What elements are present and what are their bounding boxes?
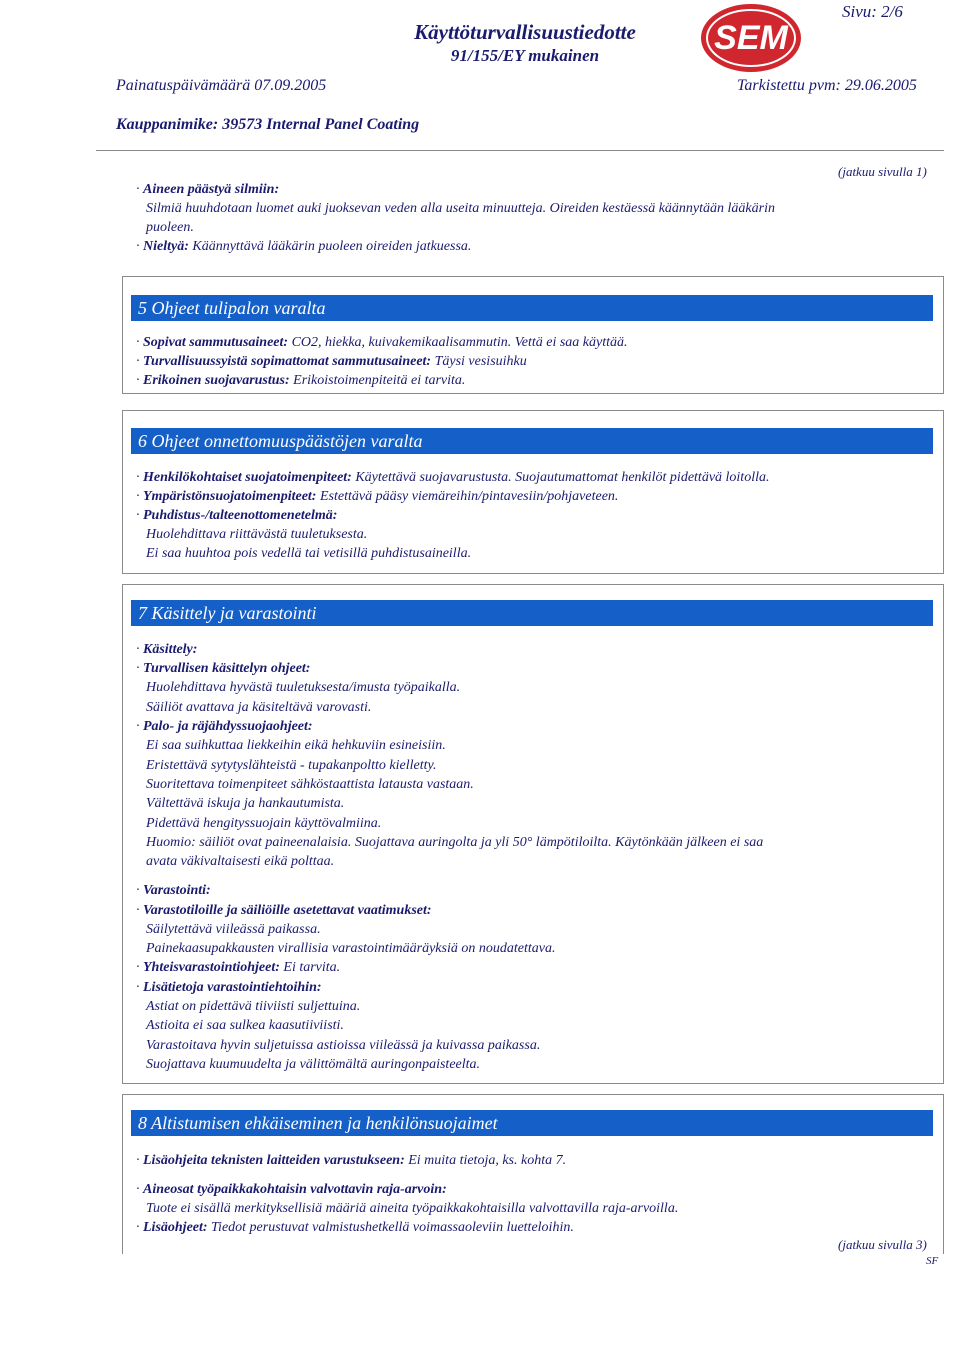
s5-line-1: · Sopivat sammutusaineet: CO2, hiekka, kuivakemikaalisammutin. Vettä ei saa käyttää. <box>136 335 628 350</box>
sem-logo <box>699 2 803 74</box>
checked-date: Tarkistettu pvm: 29.06.2005 <box>737 77 917 94</box>
s6-line-2: · Ympäristönsuojatoimenpiteet: Estettävä pääsy viemäreihin/pintavesiin/pohjaveteen. <box>136 489 619 504</box>
s6-line-3-text-1: Huolehdittava riittävästä tuuletuksesta. <box>146 527 368 542</box>
s7-fire-1: Ei saa suihkuttaa liekkeihin eikä hehkuviin esineisiin. <box>146 738 446 753</box>
s7-joint: · Yhteisvarastointiohjeet: Ei tarvita. <box>136 960 341 975</box>
s8-line-3: · Lisäohjeet: Tiedot perustuvat valmistushetkellä voimassaoleviin luetteloihin. <box>136 1220 574 1235</box>
eye-contact-text-1: Silmiä huuhdotaan luomet auki juoksevan veden alla useita minuutteja. Oireiden kestäessä käännytään lääkärin <box>146 201 775 216</box>
s8-line-2-text: Tuote ei sisällä merkityksellisiä määriä aineita työpaikkakohtaisilla valvottavilla raja-arvoilla. <box>146 1201 679 1216</box>
s7-fire-7: avata väkivaltaisesti eikä polttaa. <box>146 854 335 869</box>
s7-more-1: Astiat on pidettävä tiiviisti suljettuina. <box>146 999 361 1014</box>
s7-safe-2: Säiliöt avattava ja käsiteltävä varovasti. <box>146 700 372 715</box>
s7-fire-6: Huomio: säiliöt ovat paineenalaisia. Suojattava auringolta ja yli 50° lämpötiloilta. Käytönkään jälkeen ei saa <box>146 835 764 850</box>
s7-req-label: · Varastotiloille ja säiliöille asetettavat vaatimukset: <box>136 903 432 918</box>
section-7-title: 7 Käsittely ja varastointi <box>131 600 933 626</box>
header-divider <box>96 150 944 151</box>
s6-line-3-text-2: Ei saa huuhtoa pois vedellä tai vetisillä puhdistusaineilla. <box>146 546 472 561</box>
document-title: Käyttöturvallisuustiedotte <box>414 20 636 44</box>
s8-line-2: · Aineosat työpaikkakohtaisin valvottavin raja-arvoin: <box>136 1182 447 1197</box>
s7-safe-label: · Turvallisen käsittelyn ohjeet: <box>136 661 311 676</box>
s5-line-2: · Turvallisuussyistä sopimattomat sammutusaineet: Täysi vesisuihku <box>136 354 527 369</box>
s6-line-3: · Puhdistus-/talteenottomenetelmä: <box>136 508 338 523</box>
s8-line-1: · Lisäohjeita teknisten laitteiden varustukseen: Ei muita tietoja, ks. kohta 7. <box>136 1153 567 1168</box>
s7-req-1: Säilytettävä viileässä paikassa. <box>146 922 321 937</box>
s7-fire-4: Vältettävä iskuja ja hankautumista. <box>146 796 345 811</box>
continued-from: (jatkuu sivulla 1) <box>838 164 927 179</box>
s7-more-2: Astioita ei saa sulkea kaasutiiviisti. <box>146 1018 344 1033</box>
logo-text: SEM <box>714 19 788 57</box>
language-code: SF <box>926 1255 939 1267</box>
trade-name: Kauppanimike: 39573 Internal Panel Coating <box>116 116 420 133</box>
eye-contact-text-2: puoleen. <box>146 220 194 235</box>
s5-line-3: · Erikoinen suojavarustus: Erikoistoimenpiteitä ei tarvita. <box>136 373 466 388</box>
page-number: Sivu: 2/6 <box>842 2 903 21</box>
s7-fire-5: Pidettävä hengityssuojain käyttövalmiina. <box>146 816 382 831</box>
s7-more-4: Suojattava kuumuudelta ja välittömältä auringonpaisteelta. <box>146 1057 481 1072</box>
s7-more-3: Varastoitava hyvin suljetuissa astioissa viileässä ja kuivassa paikassa. <box>146 1038 541 1053</box>
section-8-title: 8 Altistumisen ehkäiseminen ja henkilönsuojaimet <box>131 1110 933 1136</box>
eye-contact-label: · Aineen päästyä silmiin: <box>136 182 280 197</box>
s7-req-2: Painekaasupakkausten virallisia varastointimääräyksiä on noudatettava. <box>146 941 556 956</box>
s6-line-1: · Henkilökohtaiset suojatoimenpiteet: Käytettävä suojavarustusta. Suojautumattomat henkilöt pidettävä loitolla. <box>136 470 770 485</box>
continued-to: (jatkuu sivulla 3) <box>838 1237 927 1252</box>
section-5-title: 5 Ohjeet tulipalon varalta <box>131 295 933 321</box>
document-subtitle: 91/155/EY mukainen <box>450 46 600 65</box>
print-date: Painatuspäivämäärä 07.09.2005 <box>116 77 327 94</box>
s7-fire-2: Eristettävä sytytyslähteistä - tupakanpoltto kielletty. <box>146 758 437 773</box>
s7-fire-3: Suoritettava toimenpiteet sähköstaattista latausta vastaan. <box>146 777 474 792</box>
s7-fire-label: · Palo- ja räjähdyssuojaohjeet: <box>136 719 313 734</box>
s7-storage: · Varastointi: <box>136 883 211 898</box>
swallow-line: · Nieltyä: Käännyttävä lääkärin puoleen oireiden jatkuessa. <box>136 239 472 254</box>
section-6-title: 6 Ohjeet onnettomuuspäästöjen varalta <box>131 428 933 454</box>
s7-more-label: · Lisätietoja varastointiehtoihin: <box>136 980 322 995</box>
s7-handling: · Käsittely: <box>136 642 198 657</box>
s7-safe-1: Huolehdittava hyvästä tuuletuksesta/imusta työpaikalla. <box>146 680 461 695</box>
